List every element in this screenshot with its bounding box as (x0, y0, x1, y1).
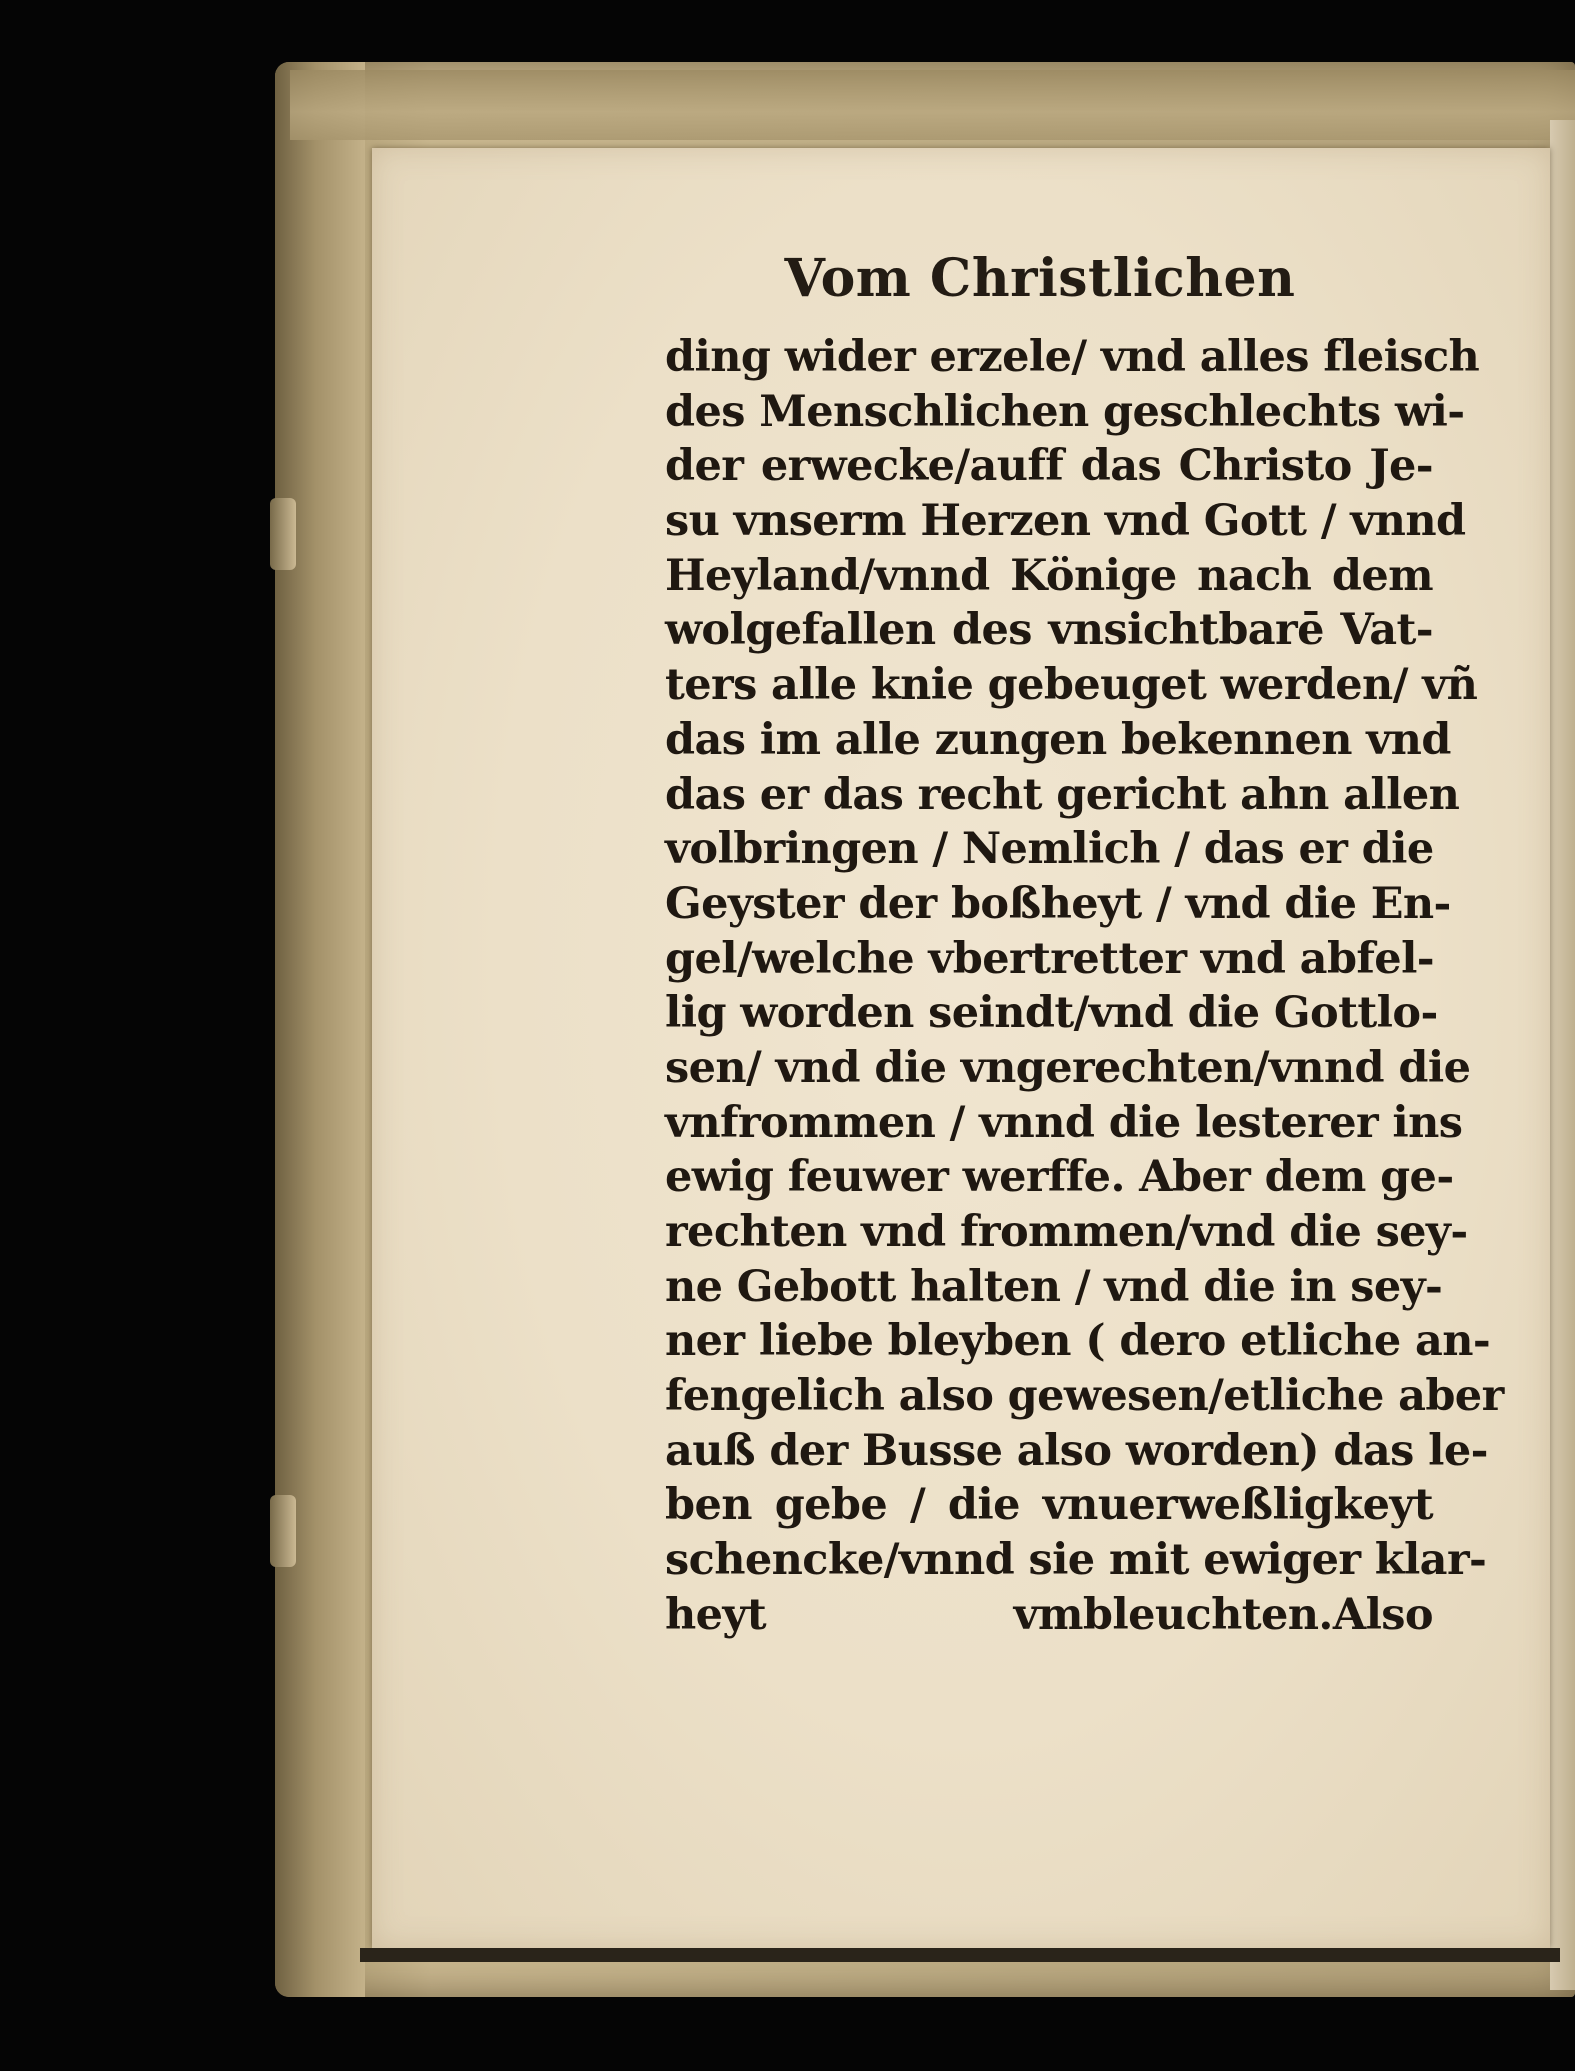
book-spine-edge (275, 62, 365, 1997)
text-line: Geyster der boßheyt / vnd die En- (665, 878, 1451, 929)
final-text: heyt vmbleuchten. (665, 1589, 1333, 1640)
cover-tie-lower (270, 1495, 296, 1567)
text-line: auß der Busse also worden) das le- (665, 1425, 1488, 1476)
text-line: das er das recht gericht ahn allen (665, 769, 1460, 820)
text-line: das im alle zungen bekennen vnd (665, 714, 1451, 765)
text-line: Heyland/vnnd Könige nach dem (665, 550, 1433, 601)
text-line: ding wider erzele/ vnd alles fleisch (665, 332, 1480, 382)
body-text (665, 330, 1504, 1643)
text-line: der erwecke/auff das Christo Je- (665, 441, 1433, 492)
fore-edge (1550, 120, 1575, 1990)
text-line-last (665, 1588, 1433, 1643)
text-line: volbringen / Nemlich / das er die (665, 824, 1434, 875)
text-line: ewig feuwer werffe. Aber dem ge- (665, 1152, 1454, 1203)
text-line: ben gebe / die vnuerweßligkeyt (665, 1480, 1433, 1531)
text-line: schencke/vnnd sie mit ewiger klar- (665, 1535, 1487, 1586)
text-line: lig worden seindt/vnd die Gottlo- (665, 988, 1438, 1039)
cover-top-edge (290, 70, 1575, 140)
text-line: des Menschlichen geschlechts wi- (665, 386, 1465, 437)
text-line: ner liebe bleyben ( dero etliche an- (665, 1316, 1491, 1367)
page-bottom-edge (360, 1948, 1560, 1962)
cover-tie-upper (270, 498, 296, 570)
catchword: Also (1332, 1589, 1433, 1640)
text-line: gel/welche vbertretter vnd abfel- (665, 933, 1435, 984)
text-line: ters alle knie gebeuget werden/ vñ (665, 660, 1478, 711)
text-line: fengelich also gewesen/etliche aber (665, 1371, 1504, 1422)
text-line: vnfrommen / vnnd die lesterer ins (665, 1097, 1463, 1148)
text-line: ne Gebott halten / vnd die in sey- (665, 1261, 1443, 1312)
text-line: rechten vnd frommen/vnd die sey- (665, 1207, 1468, 1257)
text-line: wolgefallen des vnsichtbarē Vat- (665, 605, 1433, 656)
text-line: sen/ vnd die vngerechten/vnnd die (665, 1042, 1471, 1093)
text-line: su vnserm Herzen vnd Gott / vnnd (665, 496, 1466, 547)
running-head: Vom Christlichen (784, 248, 1296, 309)
